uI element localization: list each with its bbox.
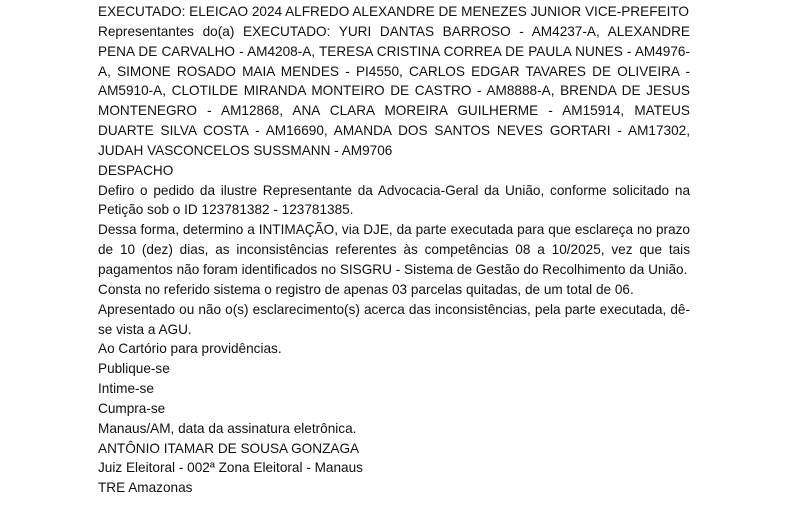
executado-line: EXECUTADO: ELEICAO 2024 ALFREDO ALEXANDRE DE MENEZES JUNIOR VICE-PREFEITO — [98, 4, 689, 19]
paragraph-defiro: Defiro o pedido da ilustre Representante da Advocacia-Geral da União, conforme solicitado na Petição sob o ID 123781382 - 123781385. — [98, 182, 690, 218]
paragraph-consta: Consta no referido sistema o registro de apenas 03 parcelas quitadas, de um total de 06. — [98, 281, 634, 297]
signature-role: Juiz Eleitoral - 002ª Zona Eleitoral - Manaus — [98, 460, 363, 476]
document-body — [98, 2, 690, 498]
signature-court: TRE Amazonas — [98, 480, 193, 496]
signature-name: ANTÔNIO ITAMAR DE SOUSA GONZAGA — [98, 440, 360, 456]
despacho-heading: DESPACHO — [98, 162, 174, 178]
action-intime: Intime-se — [98, 381, 154, 397]
paragraph-apresentado: Apresentado ou não o(s) esclarecimento(s) acerca das inconsistências, pela parte executada, dê-se vista a AGU. — [98, 301, 690, 337]
representantes-paragraph: Representantes do(a) EXECUTADO: YURI DANTAS BARROSO - AM4237-A, ALEXANDRE PENA DE CARVALHO - AM4208-A, TERESA CRISTINA CORREA DE PAULA NUNES - AM4976-A, SIMONE ROSADO MAIA MENDES - PI4550, CARLOS EDGAR TAVARES DE OLIVEIRA - AM5910-A, CLOTILDE MIRANDA MONTEIRO DE CASTRO - AM8888-A, BRENDA DE JESUS MONTENEGRO - AM12868, ANA CLARA MOREIRA GUILHERME - AM15914, MATEUS DUARTE SILVA COSTA - AM16690, AMANDA DOS SANTOS NEVES GORTARI - AM17302, JUDAH VASCONCELOS SUSSMANN - AM9706 — [98, 23, 690, 158]
paragraph-intimacao: Dessa forma, determino a INTIMAÇÃO, via DJE, da parte executada para que esclareça no prazo de 10 (dez) dias, as inconsistências referentes às competências 08 a 10/2025, vez que tais pagamentos não foram identificados no SISGRU - Sistema de Gestão do Recolhimento da União. — [98, 222, 690, 277]
place-date: Manaus/AM, data da assinatura eletrônica. — [98, 420, 357, 436]
action-cumpra: Cumpra-se — [98, 400, 166, 416]
paragraph-cartorio: Ao Cartório para providências. — [98, 341, 282, 357]
action-publique: Publique-se — [98, 361, 170, 377]
